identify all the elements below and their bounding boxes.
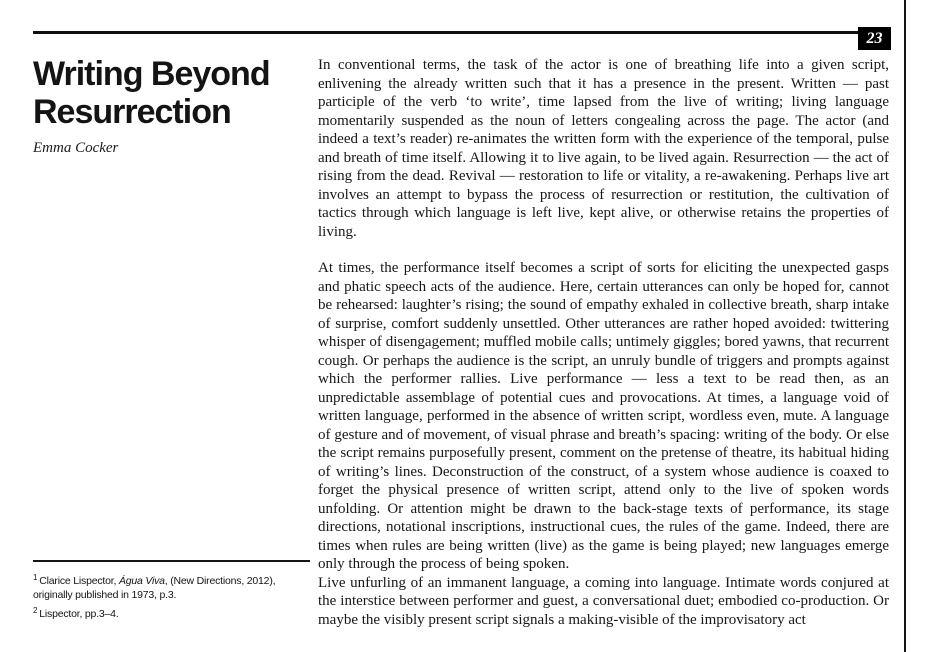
paragraph-1: In conventional terms, the task of the actor is one of breathing life into a given script, enlivening the already written such that it has a presence in the present. Written — past participle of the verb ‘to write’, time lapsed from the live of writing; living language momentarily suspended as the noun of letters congealing across the page. The actor (and indeed a text’s reader) re-animates the written form with the experience of the temporal, pulse and breath of time itself. Allowing it to live again, to be lived again. Resurrection — the act of rising from the dead. Revival — restoration to life or vitality, a re-awakening. Perhaps live art involves an attempt to bypass the process of resurrection or restitution, the cultivation of tactics through which language is left live, kept alive, or otherwise retains the properties of living. — [318, 57, 889, 240]
footnote-1-text-before: Clarice Lispector, — [39, 575, 119, 587]
page-number-badge — [858, 27, 891, 50]
footnote-2-text: Lispector, pp.3–4. — [39, 608, 119, 620]
footnote-1-text-after: , (New Directions, 2012), originally published in 1973, p.3. — [33, 575, 276, 601]
header-rule — [33, 31, 859, 34]
page-number: 23 — [866, 29, 883, 47]
footnote-1-cited-title: Água Viva — [118, 575, 165, 587]
article-title-line-2: Resurrection — [33, 93, 231, 131]
author-name: Emma Cocker — [33, 140, 119, 156]
paragraph-2: At times, the performance itself becomes a script of sorts for eliciting the unexpected gasps and phatic speech acts of the audience. Here, certain utterances can only be hoped for, cannot be rehearsed: laughter’s rising; the sound of empathy exhaled in collective breath, sharp intake of surprise, comfort suddenly unsettled. Other utterances are rather hoped avoided: twittering whisper of disengagement; muffled mobile calls; untimely giggles; bored yawns, that recurrent cough. Or perhaps the audience is the script, an unruly bundle of triggers and prompts against which the performer rallies. Live performance — less a text to be read then, as an unpredictable assemblage of potential cues and provocations. At times, a language void of written language, performed in the absence of written script, wordless even, mute. A language of gesture and of movement, of visual phrase and breath’s spacing: writing of the body. Or else the script remains purposefully present, comment on the pretense of theatre, its habitual hiding of writing’s lines. Deconstruction of the construct, of a system whose audience is coaxed to forget the physical presence of written script, attend only to the live of spoken words unfolding. Or attention might be drawn to the back-stage texts of performance, its stage directions, notational inscriptions, instructional cues, the rules of the game. Indeed, there are times when rules are being written (live) as the game is being played; new languages emerge only through the process of being spoken. — [318, 260, 889, 572]
footnote-2 — [33, 605, 310, 622]
title-column — [33, 55, 305, 157]
paragraph-3: Live unfurling of an immanent language, a coming into language. Intimate words conjured at the interstice between performer and guest, a conversational duet; embodied co-production. Or maybe the visibly present script signals a making-visible of the improvisatory act — [318, 574, 889, 628]
footnote-separator-rule — [33, 560, 310, 562]
article-title — [33, 55, 305, 131]
footnote-1-marker: 1 — [33, 572, 38, 582]
footnote-1 — [33, 572, 310, 602]
footnote-2-marker: 2 — [33, 605, 38, 615]
footnotes-section — [33, 560, 310, 628]
article-title-line-1: Writing Beyond — [33, 55, 270, 93]
right-edge-rule — [904, 0, 906, 652]
body-text — [318, 56, 889, 629]
